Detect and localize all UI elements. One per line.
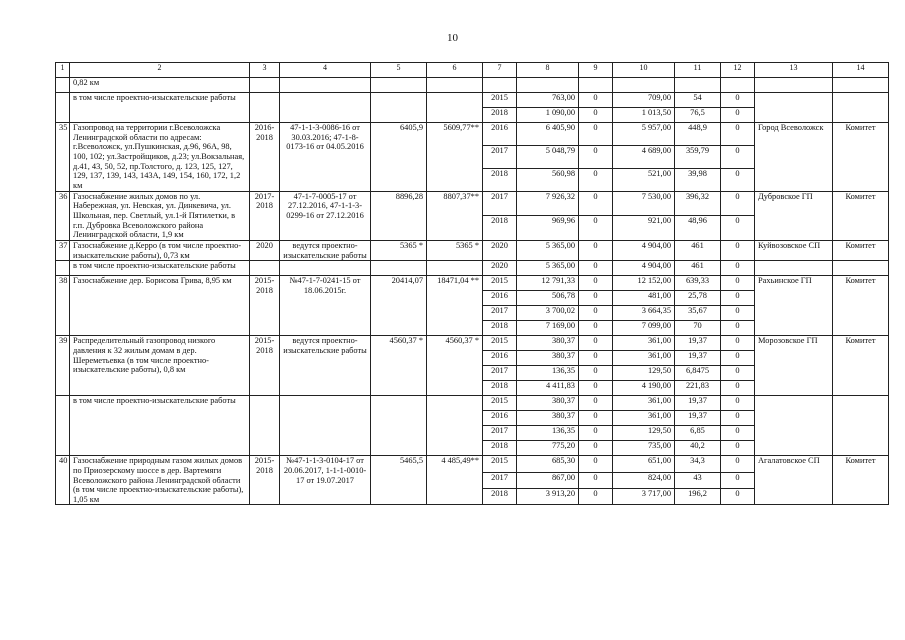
table-body xyxy=(56,78,889,505)
total-cost xyxy=(371,93,427,123)
row-number xyxy=(56,396,70,456)
column-header-7: 7 xyxy=(483,63,517,78)
federal-budget: 0 xyxy=(579,351,613,366)
federal-budget: 0 xyxy=(579,472,613,488)
permit-info: 47-1-7-0005-17 от 27.12.2016, 47-1-1-3-0299-16 от 27.12.2016 xyxy=(280,191,371,240)
local-budget: 221,83 xyxy=(675,381,721,396)
row-number: 37 xyxy=(56,240,70,260)
remaining-cost xyxy=(427,93,483,123)
federal-budget: 0 xyxy=(579,168,613,191)
customer: Комитет xyxy=(833,123,889,192)
total-amount: 5 365,00 xyxy=(517,261,579,276)
remaining-cost: 8807,37** xyxy=(427,191,483,240)
other-sources: 0 xyxy=(721,216,755,241)
column-header-13: 13 xyxy=(755,63,833,78)
year: 2018 xyxy=(483,441,517,456)
object-name: в том числе проектно-изыскательские работы xyxy=(70,261,250,276)
regional-budget: 129,50 xyxy=(613,366,675,381)
other-sources: 0 xyxy=(721,426,755,441)
municipality xyxy=(755,78,833,93)
other-sources: 0 xyxy=(721,321,755,336)
local-budget xyxy=(675,78,721,93)
row-number: 40 xyxy=(56,456,70,505)
regional-budget: 361,00 xyxy=(613,411,675,426)
other-sources: 0 xyxy=(721,306,755,321)
municipality: Морозовское ГП xyxy=(755,336,833,396)
customer xyxy=(833,396,889,456)
local-budget: 35,67 xyxy=(675,306,721,321)
table-row xyxy=(56,78,889,93)
federal-budget: 0 xyxy=(579,441,613,456)
other-sources: 0 xyxy=(721,456,755,472)
other-sources: 0 xyxy=(721,191,755,216)
other-sources: 0 xyxy=(721,291,755,306)
total-amount: 380,37 xyxy=(517,351,579,366)
table-row xyxy=(56,336,889,351)
remaining-cost: 5609,77** xyxy=(427,123,483,192)
permit-info xyxy=(280,261,371,276)
federal-budget: 0 xyxy=(579,291,613,306)
regional-budget: 824,00 xyxy=(613,472,675,488)
other-sources: 0 xyxy=(721,396,755,411)
local-budget: 19,37 xyxy=(675,336,721,351)
object-name: Газоснабжение д.Керро (в том числе проектно-изыскательские работы), 0,73 км xyxy=(70,240,250,260)
federal-budget: 0 xyxy=(579,306,613,321)
municipality: Дубровское ГП xyxy=(755,191,833,240)
column-header-5: 5 xyxy=(371,63,427,78)
regional-budget: 709,00 xyxy=(613,93,675,108)
total-cost: 8896,28 xyxy=(371,191,427,240)
local-budget: 43 xyxy=(675,472,721,488)
page-number: 10 xyxy=(447,32,458,44)
column-header-2: 2 xyxy=(70,63,250,78)
federal-budget: 0 xyxy=(579,396,613,411)
other-sources: 0 xyxy=(721,123,755,146)
period: 2015-2018 xyxy=(250,456,280,505)
table-row xyxy=(56,93,889,108)
federal-budget: 0 xyxy=(579,381,613,396)
total-cost: 4560,37 * xyxy=(371,336,427,396)
other-sources: 0 xyxy=(721,381,755,396)
federal-budget: 0 xyxy=(579,426,613,441)
period xyxy=(250,261,280,276)
year: 2020 xyxy=(483,261,517,276)
total-cost xyxy=(371,78,427,93)
year: 2018 xyxy=(483,216,517,241)
total-amount: 4 411,83 xyxy=(517,381,579,396)
regional-budget: 3 717,00 xyxy=(613,489,675,505)
regional-budget: 7 099,00 xyxy=(613,321,675,336)
row-number xyxy=(56,93,70,123)
federal-budget: 0 xyxy=(579,261,613,276)
column-header-4: 4 xyxy=(280,63,371,78)
total-amount: 136,35 xyxy=(517,366,579,381)
regional-budget: 129,50 xyxy=(613,426,675,441)
municipality xyxy=(755,396,833,456)
column-header-14: 14 xyxy=(833,63,889,78)
other-sources: 0 xyxy=(721,261,755,276)
column-header-1: 1 xyxy=(56,63,70,78)
row-number xyxy=(56,78,70,93)
permit-info xyxy=(280,396,371,456)
other-sources: 0 xyxy=(721,145,755,168)
year: 2017 xyxy=(483,306,517,321)
municipality: Рахьинское ГП xyxy=(755,276,833,336)
period: 2020 xyxy=(250,240,280,260)
local-budget: 196,2 xyxy=(675,489,721,505)
federal-budget: 0 xyxy=(579,366,613,381)
customer: Комитет xyxy=(833,336,889,396)
object-name: в том числе проектно-изыскательские работы xyxy=(70,396,250,456)
regional-budget: 361,00 xyxy=(613,351,675,366)
federal-budget: 0 xyxy=(579,276,613,291)
regional-budget: 735,00 xyxy=(613,441,675,456)
local-budget: 54 xyxy=(675,93,721,108)
federal-budget: 0 xyxy=(579,191,613,216)
customer xyxy=(833,78,889,93)
object-name: Распределительный газопровод низкого давления к 32 жилым домам в дер. Шереметьевка (в том числе проектно-изыскательские работы), 0,8 км xyxy=(70,336,250,396)
remaining-cost: 4560,37 * xyxy=(427,336,483,396)
total-amount: 5 365,00 xyxy=(517,240,579,260)
other-sources: 0 xyxy=(721,366,755,381)
year: 2018 xyxy=(483,381,517,396)
table-row xyxy=(56,240,889,260)
customer xyxy=(833,93,889,123)
column-header-12: 12 xyxy=(721,63,755,78)
regional-budget: 361,00 xyxy=(613,396,675,411)
period: 2015-2018 xyxy=(250,336,280,396)
total-amount: 7 926,32 xyxy=(517,191,579,216)
year: 2015 xyxy=(483,93,517,108)
customer: Комитет xyxy=(833,240,889,260)
row-number: 36 xyxy=(56,191,70,240)
period: 2015-2018 xyxy=(250,276,280,336)
regional-budget: 521,00 xyxy=(613,168,675,191)
permit-info: ведутся проектно-изыскательские работы xyxy=(280,240,371,260)
remaining-cost: 4 485,49** xyxy=(427,456,483,505)
total-cost xyxy=(371,261,427,276)
federal-budget: 0 xyxy=(579,489,613,505)
total-cost xyxy=(371,396,427,456)
column-header-11: 11 xyxy=(675,63,721,78)
table-header-row xyxy=(56,63,889,78)
other-sources: 0 xyxy=(721,441,755,456)
permit-info xyxy=(280,78,371,93)
federal-budget: 0 xyxy=(579,336,613,351)
local-budget: 639,33 xyxy=(675,276,721,291)
other-sources: 0 xyxy=(721,411,755,426)
other-sources: 0 xyxy=(721,351,755,366)
other-sources: 0 xyxy=(721,472,755,488)
regional-budget: 12 152,00 xyxy=(613,276,675,291)
total-amount: 380,37 xyxy=(517,396,579,411)
total-amount: 969,96 xyxy=(517,216,579,241)
customer: Комитет xyxy=(833,456,889,505)
other-sources: 0 xyxy=(721,93,755,108)
year: 2015 xyxy=(483,396,517,411)
object-name: Газоснабжение жилых домов по ул. Набережная, ул. Невская, ул. Динкевича, ул. Школьная, пер. Светлый, ул.1-й Пятилетки, в г.п. Дубровка Всеволожского района Ленинградской области, 1,9 км xyxy=(70,191,250,240)
object-name: в том числе проектно-изыскательские работы xyxy=(70,93,250,123)
row-number xyxy=(56,261,70,276)
permit-info: №47-1-1-3-0104-17 от 20.06.2017, 1-1-1-0010-17 от 19.07.2017 xyxy=(280,456,371,505)
federal-budget: 0 xyxy=(579,123,613,146)
regional-budget: 3 664,35 xyxy=(613,306,675,321)
local-budget: 448,9 xyxy=(675,123,721,146)
year: 2016 xyxy=(483,351,517,366)
local-budget: 6,85 xyxy=(675,426,721,441)
total-amount: 560,98 xyxy=(517,168,579,191)
local-budget: 76,5 xyxy=(675,108,721,123)
total-amount: 7 169,00 xyxy=(517,321,579,336)
local-budget: 39,98 xyxy=(675,168,721,191)
other-sources: 0 xyxy=(721,489,755,505)
municipality xyxy=(755,261,833,276)
federal-budget: 0 xyxy=(579,456,613,472)
remaining-cost xyxy=(427,78,483,93)
regional-budget: 4 689,00 xyxy=(613,145,675,168)
year: 2017 xyxy=(483,145,517,168)
regional-budget: 361,00 xyxy=(613,336,675,351)
total-amount xyxy=(517,78,579,93)
year: 2017 xyxy=(483,472,517,488)
federal-budget: 0 xyxy=(579,108,613,123)
local-budget: 461 xyxy=(675,261,721,276)
municipality: Город Всеволожск xyxy=(755,123,833,192)
year: 2017 xyxy=(483,366,517,381)
column-header-6: 6 xyxy=(427,63,483,78)
year: 2015 xyxy=(483,276,517,291)
permit-info: №47-1-7-0241-15 от 18.06.2015г. xyxy=(280,276,371,336)
federal-budget: 0 xyxy=(579,240,613,260)
total-amount: 685,30 xyxy=(517,456,579,472)
local-budget: 40,2 xyxy=(675,441,721,456)
regional-budget: 4 904,00 xyxy=(613,261,675,276)
federal-budget: 0 xyxy=(579,411,613,426)
federal-budget: 0 xyxy=(579,145,613,168)
local-budget: 396,32 xyxy=(675,191,721,216)
table-row xyxy=(56,396,889,411)
year: 2016 xyxy=(483,411,517,426)
regional-budget: 7 530,00 xyxy=(613,191,675,216)
year: 2015 xyxy=(483,456,517,472)
column-header-9: 9 xyxy=(579,63,613,78)
local-budget: 34,3 xyxy=(675,456,721,472)
year xyxy=(483,78,517,93)
column-header-10: 10 xyxy=(613,63,675,78)
federal-budget: 0 xyxy=(579,216,613,241)
other-sources xyxy=(721,78,755,93)
table-row xyxy=(56,276,889,291)
local-budget: 25,78 xyxy=(675,291,721,306)
total-cost: 5465,5 xyxy=(371,456,427,505)
total-cost: 5365 * xyxy=(371,240,427,260)
regional-budget: 5 957,00 xyxy=(613,123,675,146)
table-row xyxy=(56,261,889,276)
federal-budget: 0 xyxy=(579,93,613,108)
period: 2017-2018 xyxy=(250,191,280,240)
local-budget: 70 xyxy=(675,321,721,336)
total-amount: 6 405,90 xyxy=(517,123,579,146)
year: 2017 xyxy=(483,426,517,441)
total-cost: 6405,9 xyxy=(371,123,427,192)
regional-budget xyxy=(613,78,675,93)
local-budget: 19,37 xyxy=(675,411,721,426)
other-sources: 0 xyxy=(721,276,755,291)
row-number: 35 xyxy=(56,123,70,192)
other-sources: 0 xyxy=(721,108,755,123)
period xyxy=(250,396,280,456)
permit-info xyxy=(280,93,371,123)
remaining-cost: 18471,04 ** xyxy=(427,276,483,336)
table-row xyxy=(56,123,889,146)
local-budget: 6,8475 xyxy=(675,366,721,381)
table-row xyxy=(56,456,889,472)
total-amount: 3 913,20 xyxy=(517,489,579,505)
column-header-8: 8 xyxy=(517,63,579,78)
year: 2020 xyxy=(483,240,517,260)
year: 2015 xyxy=(483,336,517,351)
total-amount: 3 700,02 xyxy=(517,306,579,321)
municipality xyxy=(755,93,833,123)
permit-info: ведутся проектно-изыскательские работы xyxy=(280,336,371,396)
total-amount: 5 048,79 xyxy=(517,145,579,168)
total-cost: 20414,07 xyxy=(371,276,427,336)
remaining-cost xyxy=(427,396,483,456)
total-amount: 506,78 xyxy=(517,291,579,306)
period xyxy=(250,93,280,123)
total-amount: 12 791,33 xyxy=(517,276,579,291)
year: 2018 xyxy=(483,108,517,123)
customer: Комитет xyxy=(833,276,889,336)
row-number: 38 xyxy=(56,276,70,336)
regional-budget: 4 190,00 xyxy=(613,381,675,396)
year: 2018 xyxy=(483,321,517,336)
year: 2018 xyxy=(483,168,517,191)
row-number: 39 xyxy=(56,336,70,396)
total-amount: 380,37 xyxy=(517,336,579,351)
year: 2016 xyxy=(483,291,517,306)
total-amount: 775,20 xyxy=(517,441,579,456)
period xyxy=(250,78,280,93)
object-name: Газоснабжение дер. Борисова Грива, 8,95 км xyxy=(70,276,250,336)
remaining-cost xyxy=(427,261,483,276)
other-sources: 0 xyxy=(721,168,755,191)
customer: Комитет xyxy=(833,191,889,240)
total-amount: 380,37 xyxy=(517,411,579,426)
customer xyxy=(833,261,889,276)
federal-budget xyxy=(579,78,613,93)
local-budget: 19,37 xyxy=(675,351,721,366)
local-budget: 359,79 xyxy=(675,145,721,168)
object-name: Газоснабжение природным газом жилых домов по Приозерскому шоссе в дер. Вартемяги Всеволожского района Ленинградской области (в том числе проектно-изыскательские работы), 1,05 км xyxy=(70,456,250,505)
regional-budget: 481,00 xyxy=(613,291,675,306)
municipality: Агалатовское СП xyxy=(755,456,833,505)
other-sources: 0 xyxy=(721,336,755,351)
table-row xyxy=(56,191,889,216)
column-header-3: 3 xyxy=(250,63,280,78)
total-amount: 1 090,00 xyxy=(517,108,579,123)
period: 2016-2018 xyxy=(250,123,280,192)
municipality: Куйвозовское СП xyxy=(755,240,833,260)
local-budget: 19,37 xyxy=(675,396,721,411)
remaining-cost: 5365 * xyxy=(427,240,483,260)
local-budget: 48,96 xyxy=(675,216,721,241)
regional-budget: 921,00 xyxy=(613,216,675,241)
total-amount: 763,00 xyxy=(517,93,579,108)
data-table xyxy=(55,62,889,505)
total-amount: 867,00 xyxy=(517,472,579,488)
regional-budget: 1 013,50 xyxy=(613,108,675,123)
year: 2016 xyxy=(483,123,517,146)
regional-budget: 651,00 xyxy=(613,456,675,472)
object-name: 0,82 км xyxy=(70,78,250,93)
permit-info: 47-1-1-3-0086-16 от 30.03.2016; 47-1-8-0173-16 от 04.05.2016 xyxy=(280,123,371,192)
year: 2017 xyxy=(483,191,517,216)
total-amount: 136,35 xyxy=(517,426,579,441)
year: 2018 xyxy=(483,489,517,505)
federal-budget: 0 xyxy=(579,321,613,336)
regional-budget: 4 904,00 xyxy=(613,240,675,260)
local-budget: 461 xyxy=(675,240,721,260)
other-sources: 0 xyxy=(721,240,755,260)
object-name: Газопровод на территории г.Всеволожска Ленинградской области по адресам: г.Всеволожск, ул.Пушкинская, д.96, 96А, 98, 100, 102; ул.Застройщиков, д.23; ул.Вокзальная, д.41, 43, 50, 52, пр.Толстого, д. 123, 125, 127, 129, 137, 139, 143, 143А, 149, 154, 160, 172, 1,2 км xyxy=(70,123,250,192)
